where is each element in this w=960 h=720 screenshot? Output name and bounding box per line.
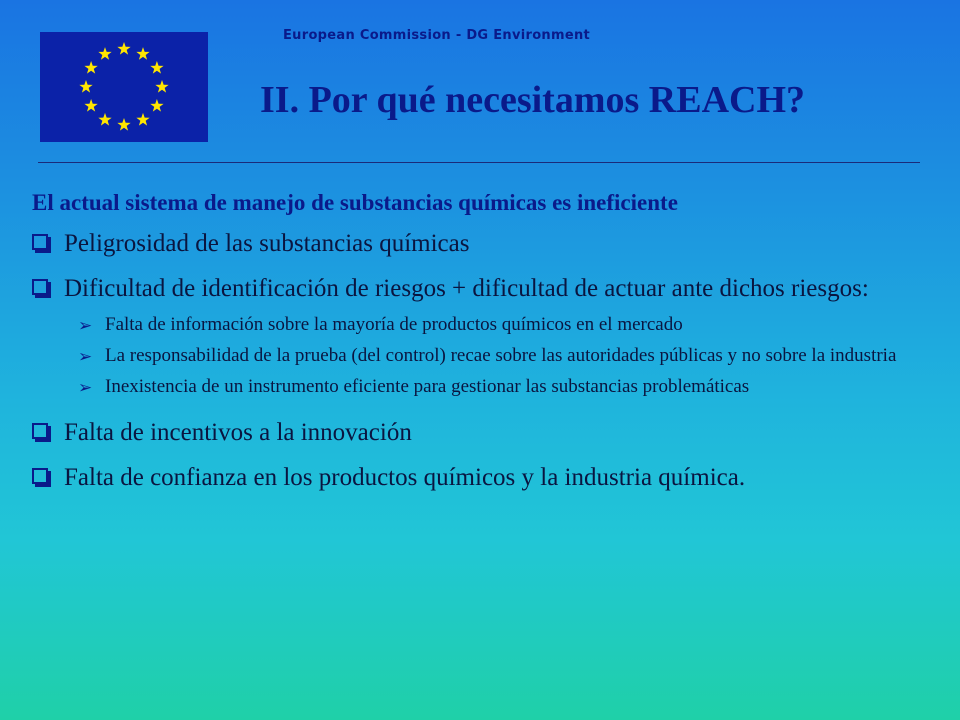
bullet-text: Falta de incentivos a la innovación [64, 419, 412, 446]
bullet-item [32, 417, 932, 448]
sub-bullet-item [32, 343, 932, 368]
title-divider [38, 162, 920, 163]
bullet-text: Peligrosidad de las substancias químicas [64, 230, 470, 257]
flag-star-icon [84, 61, 97, 74]
flag-star-icon [117, 118, 130, 131]
slide-title: II. Por qué necesitamos REACH? [260, 79, 806, 121]
sub-bullet-text: Inexistencia de un instrumento eficiente para gestionar las substancias problemáticas [105, 376, 750, 397]
bullet-text: Dificultad de identificación de riesgos + dificultad de actuar ante dichos riesgos: [64, 275, 869, 302]
checkbox-bullet-icon [32, 234, 48, 250]
flag-star-icon [98, 47, 111, 60]
checkbox-bullet-icon [32, 279, 48, 295]
slide-body [32, 190, 932, 507]
eu-flag-icon [40, 32, 208, 142]
flag-star-icon [136, 47, 149, 60]
flag-star-icon [98, 113, 111, 126]
arrow-bullet-icon: ➢ [78, 378, 93, 398]
bullet-item [32, 273, 932, 304]
flag-star-icon [84, 99, 97, 112]
sub-bullet-item [32, 312, 932, 337]
flag-star-icon [150, 99, 163, 112]
sub-bullet-item [32, 374, 932, 399]
checkbox-bullet-icon [32, 468, 48, 484]
arrow-bullet-icon: ➢ [78, 347, 93, 367]
bullet-text: Falta de confianza en los productos químicos y la industria química. [64, 464, 746, 491]
flag-star-icon [136, 113, 149, 126]
flag-star-icon [117, 42, 130, 55]
flag-star-icon [79, 80, 92, 93]
sub-bullet-text: Falta de información sobre la mayoría de productos químicos en el mercado [105, 314, 683, 335]
arrow-bullet-icon: ➢ [78, 316, 93, 336]
eu-flag-svg [40, 32, 208, 142]
checkbox-bullet-icon [32, 423, 48, 439]
bullet-item [32, 228, 932, 259]
sub-bullet-text: La responsabilidad de la prueba (del control) recae sobre las autoridades públicas y no sobre la industria [105, 345, 897, 366]
flag-star-icon [150, 61, 163, 74]
bullet-item [32, 462, 932, 493]
flag-star-icon [155, 80, 168, 93]
lead-statement: El actual sistema de manejo de substancias químicas es ineficiente [32, 190, 678, 215]
organization-label: European Commission - DG Environment [283, 28, 591, 43]
